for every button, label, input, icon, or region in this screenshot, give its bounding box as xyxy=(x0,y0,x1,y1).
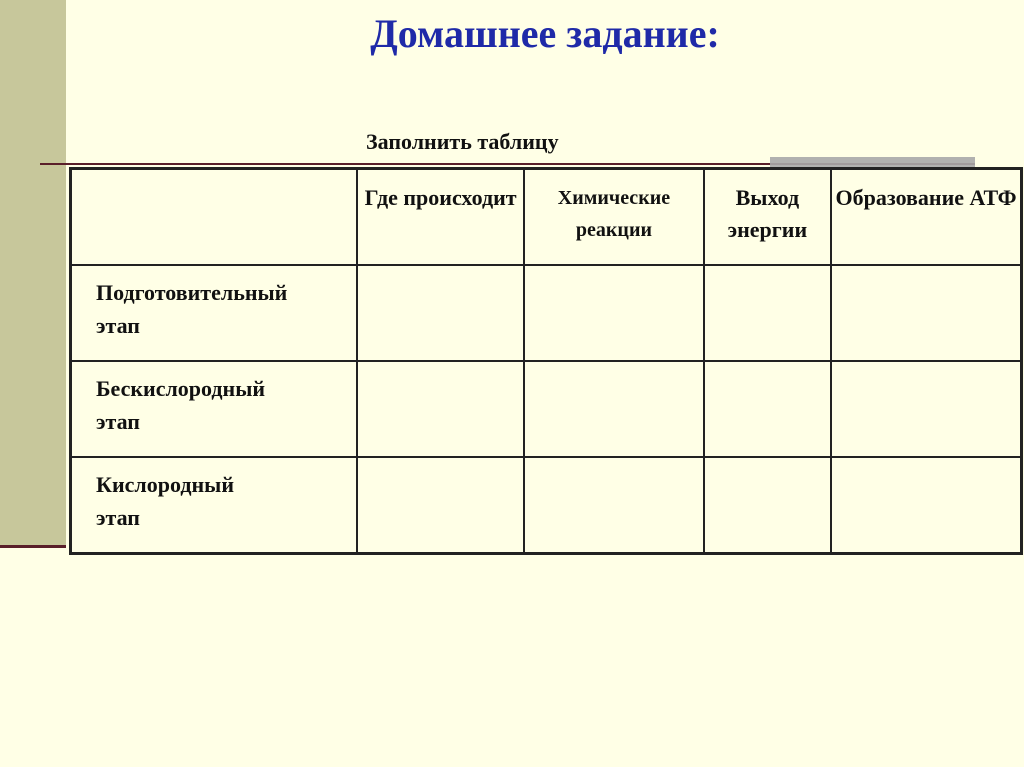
table-cell[interactable] xyxy=(524,361,703,457)
slide-subtitle: Заполнить таблицу xyxy=(366,129,559,154)
row-label-line: Подготовительный xyxy=(96,279,288,305)
table-row xyxy=(71,361,1022,457)
table-cell[interactable] xyxy=(831,265,1021,361)
table-cell[interactable] xyxy=(357,361,524,457)
table-cell[interactable] xyxy=(357,457,524,553)
header-cell-atp: Образование АТФ xyxy=(831,169,1021,265)
table-cell[interactable] xyxy=(831,457,1021,553)
row-label-preparatory xyxy=(71,265,357,361)
table-header-row xyxy=(71,169,1022,265)
header-cell-reactions: Химические реакции xyxy=(524,169,703,265)
row-label-line: Бескислородный xyxy=(96,376,266,401)
table-cell[interactable] xyxy=(524,457,703,553)
side-decor-band xyxy=(0,0,66,545)
table-row xyxy=(71,457,1022,553)
table-cell[interactable] xyxy=(704,265,832,361)
row-label-anaerobic xyxy=(71,361,357,457)
slide-title: Домашнее задание: xyxy=(370,11,720,56)
row-label-line: этап xyxy=(96,409,140,434)
side-decor-rule xyxy=(0,545,66,548)
table-cell[interactable] xyxy=(524,265,703,361)
header-cell-energy: Выход энергии xyxy=(704,169,832,265)
table-cell[interactable] xyxy=(704,361,832,457)
homework-table xyxy=(69,167,1023,555)
row-label-line: этап xyxy=(96,312,140,338)
table-cell[interactable] xyxy=(357,265,524,361)
table-cell[interactable] xyxy=(831,361,1021,457)
row-label-line: Кислородный xyxy=(96,472,234,498)
header-cell-empty xyxy=(71,169,357,265)
row-label-line: этап xyxy=(96,505,140,531)
table-row xyxy=(71,265,1022,361)
table-cell[interactable] xyxy=(704,457,832,553)
row-label-aerobic xyxy=(71,457,357,553)
header-cell-location: Где происходит xyxy=(357,169,524,265)
